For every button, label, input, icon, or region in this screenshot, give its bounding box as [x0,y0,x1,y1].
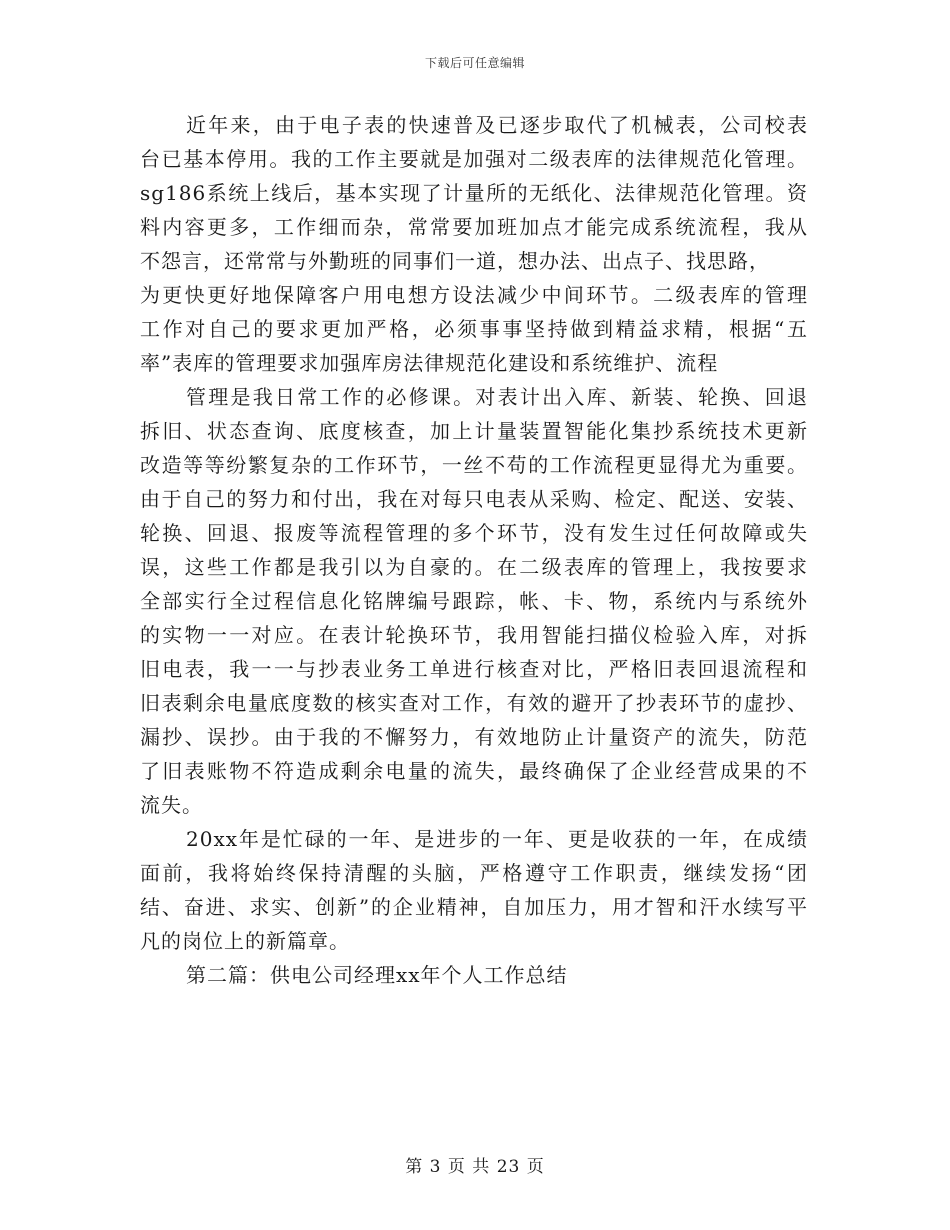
page-header: 下载后可任意编辑 [424,56,525,70]
body-text-line: 旧表剩余电量底度数的核实查对工作，有效的避开了抄表环节的虚抄、 [140,691,808,715]
body-text-line: 漏抄、误抄。由于我的不懈努力，有效地防止计量资产的流失，防范 [140,725,808,749]
body-text-line: 旧电表，我一一与抄表业务工单进行核查对比，严格旧表回退流程和 [140,657,808,681]
body-text-line: 全部实行全过程信息化铭牌编号跟踪，帐、卡、物，系统内与系统外 [140,589,808,613]
body-text-line: 拆旧、状态查询、底度核查，加上计量装置智能化集抄系统技术更新 [140,419,808,443]
body-text-line: 轮换、回退、报废等流程管理的多个环节，没有发生过任何故障或失 [140,521,808,545]
body-text-line: 不怨言，还常常与外勤班的同事们一道，想办法、出点子、找思路， [140,249,770,273]
body-text-line: 为更快更好地保障客户用电想方设法减少中间环节。二级表库的管理 [140,283,808,307]
body-text-line: 率”表库的管理要求加强库房法律规范化建设和系统维护、流程 [140,351,719,375]
body-text-line: 第二篇：供电公司经理xx年个人工作总结 [186,963,568,987]
body-text-line: sg186系统上线后，基本实现了计量所的无纸化、法律规范化管理。资 [140,181,808,205]
body-text-line: 凡的岗位上的新篇章。 [140,929,350,953]
body-text-line: 工作对自己的要求更加严格，必须事事坚持做到精益求精，根据“五 [140,317,808,341]
body-text-line: 流失。 [140,793,203,817]
body-text-line: 台已基本停用。我的工作主要就是加强对二级表库的法律规范化管理。 [140,147,808,171]
body-text-line: 近年来，由于电子表的快速普及已逐步取代了机械表，公司校表 [186,113,808,137]
document-body [140,108,808,992]
body-text-line: 由于自己的努力和付出，我在对每只电表从采购、检定、配送、安装、 [140,487,808,511]
body-text-line: 面前，我将始终保持清醒的头脑，严格遵守工作职责，继续发扬“团 [140,861,808,885]
body-text-line: 管理是我日常工作的必修课。对表计出入库、新装、轮换、回退 [186,385,808,409]
body-text-line: 的实物一一对应。在表计轮换环节，我用智能扫描仪检验入库，对拆 [140,623,808,647]
body-text-line: 结、奋进、求实、创新”的企业精神，自加压力，用才智和汗水续写平 [140,895,808,919]
body-text-line: 20xx年是忙碌的一年、是进步的一年、更是收获的一年，在成绩 [186,827,808,851]
page-footer: 第 3 页 共 23 页 [405,1157,545,1177]
body-text-line: 改造等等纷繁复杂的工作环节，一丝不苟的工作流程更显得尤为重要。 [140,453,808,477]
body-text-line: 了旧表账物不符造成剩余电量的流失，最终确保了企业经营成果的不 [140,759,808,783]
body-text-line: 误，这些工作都是我引以为自豪的。在二级表库的管理上，我按要求 [140,555,808,579]
body-text-line: 料内容更多，工作细而杂，常常要加班加点才能完成系统流程，我从 [140,215,808,239]
